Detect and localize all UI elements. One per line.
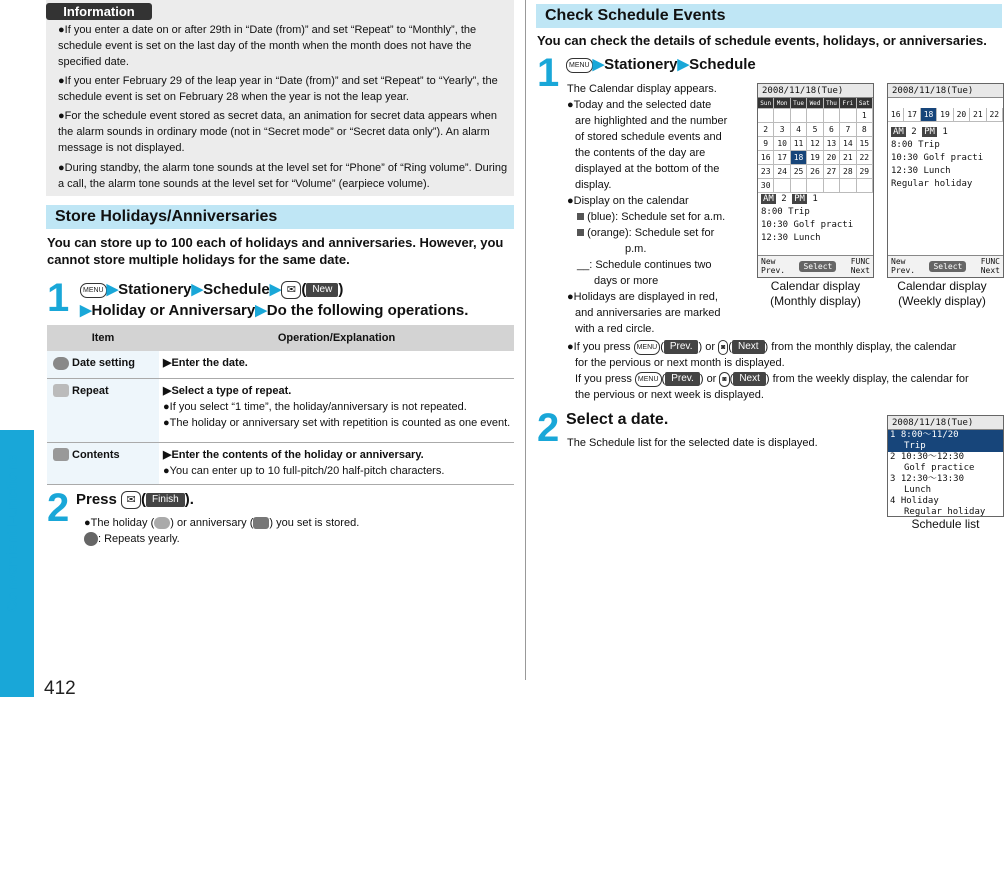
event-line: Regular holiday: [891, 179, 973, 189]
yearly-note: [84, 531, 514, 547]
next-softkey: Next: [733, 372, 766, 386]
check-step2-desc: The Schedule list for the selected date is displayed.: [567, 437, 818, 449]
desc-line: are highlighted and the number: [575, 115, 728, 127]
press-label: Press: [76, 491, 117, 508]
table-row: [47, 378, 514, 442]
calendar-day[interactable]: [857, 179, 873, 193]
caption-weekly: [880, 279, 1004, 309]
desc-line: of stored schedule events and: [575, 131, 722, 143]
t: Calendar display: [897, 279, 987, 293]
desc-line: ●Today and the selected date: [567, 99, 712, 111]
t: [981, 257, 1000, 276]
event-line: 12:30 Lunch: [761, 233, 821, 243]
calendar-day[interactable]: 11: [791, 137, 807, 151]
press-notes: [567, 339, 1003, 403]
screen-date: 2008/11/18(Tue): [758, 84, 873, 98]
list-time: 2 10:30～12:30: [890, 452, 965, 462]
am-pm-row: [758, 193, 873, 206]
list-title: Trip: [904, 441, 926, 451]
list-time: 4 Holiday: [890, 496, 939, 506]
t: [851, 257, 870, 276]
t: from the monthly display, the calendar: [771, 341, 957, 353]
week-day[interactable]: 18: [921, 108, 937, 122]
legend-orange: [567, 225, 757, 241]
t: 2: [911, 127, 917, 137]
side-tab: [0, 0, 34, 697]
column-divider: [525, 0, 526, 680]
calendar-day[interactable]: [791, 179, 807, 193]
desc-line: ●Display on the calendar: [567, 195, 689, 207]
repeat-icon: [53, 384, 69, 397]
item-label: Repeat: [72, 384, 109, 397]
calendar-icon: [53, 357, 69, 370]
t: (Monthly display): [770, 294, 861, 308]
new-softkey: New: [306, 283, 338, 297]
day-header: Mon: [774, 98, 790, 109]
select-softkey: Select: [929, 261, 966, 272]
legend-text: days or more: [594, 275, 659, 287]
caption-list: Schedule list: [911, 517, 980, 531]
t: PM: [924, 127, 935, 137]
note-part: ) you set is stored.: [269, 517, 360, 529]
list-item[interactable]: [888, 496, 1003, 517]
monthly-screen: [757, 83, 874, 278]
calendar-day[interactable]: [824, 179, 840, 193]
calendar-day[interactable]: 25: [791, 165, 807, 179]
crumb: Schedule: [689, 56, 756, 73]
event-line: 12:30 Lunch: [891, 166, 951, 176]
screen-date: 2008/11/18(Tue): [888, 416, 1003, 430]
am-pm-row: [888, 126, 1003, 139]
event-line: 8:00 Trip: [761, 207, 810, 217]
crumb: Do the following operations.: [266, 302, 469, 319]
crumb: Stationery: [604, 56, 678, 73]
op-line: ▶Select a type of repeat.: [163, 384, 292, 397]
table-header: Item: [47, 325, 159, 351]
holiday-icon: [154, 517, 170, 529]
check-step1-desc: [567, 81, 757, 337]
calendar-day[interactable]: 26: [807, 165, 823, 179]
day-header: Thu: [824, 98, 840, 109]
section-heading-store: Store Holidays/Anniversaries: [46, 205, 514, 229]
calendar-day[interactable]: 15: [857, 137, 873, 151]
check-step2-label: Select a date.: [566, 411, 669, 428]
legend-text: (blue): Schedule set for a.m.: [587, 211, 726, 223]
finish-softkey: Finish: [146, 493, 185, 507]
step-number: 2: [47, 486, 70, 530]
t: PM: [794, 194, 805, 204]
calendar-day[interactable]: 5: [807, 123, 823, 137]
check-step1-line: MENU ▶Stationery▶Schedule: [566, 54, 756, 75]
list-item[interactable]: [888, 430, 1003, 452]
calendar-day[interactable]: 27: [824, 165, 840, 179]
prev-softkey: Prev.: [665, 372, 700, 386]
desc-line: with a red circle.: [575, 323, 655, 335]
t: If you press: [575, 373, 632, 385]
calendar-day[interactable]: 1: [857, 109, 873, 123]
legend-blue: [567, 209, 757, 225]
week-day[interactable]: 17: [904, 108, 920, 122]
blue-square-icon: [577, 213, 584, 220]
step-number: 1: [47, 276, 70, 320]
list-time: 3 12:30～13:30: [890, 474, 965, 484]
t: [761, 257, 785, 276]
calendar-day[interactable]: 13: [824, 137, 840, 151]
t: (Weekly display): [898, 294, 986, 308]
calendar-day[interactable]: 18: [791, 151, 807, 165]
week-day[interactable]: 19: [937, 108, 953, 122]
t: Next: [850, 266, 870, 275]
calendar-day[interactable]: 7: [840, 123, 856, 137]
note-part: ●The holiday (: [84, 517, 155, 529]
calendar-day[interactable]: 19: [807, 151, 823, 165]
list-title: Regular holiday: [904, 507, 986, 517]
store-intro: You can store up to 100 each of holidays and anniversaries. However, you cannot store multiple holidays for the same date.: [47, 235, 504, 267]
t: FUNC: [980, 257, 1000, 266]
day-header: Tue: [791, 98, 807, 109]
event-line: 10:30 Golf practi: [891, 153, 984, 163]
calendar-day[interactable]: [807, 109, 823, 123]
table-header: Operation/Explanation: [159, 325, 514, 351]
info-bullet: ●If you enter a date on or after 29th in “Date (from)” and set “Repeat” to “Monthly”, the schedule event is set on the last day of the month when the month does not have the specified date.: [58, 24, 477, 68]
list-item[interactable]: [888, 474, 1003, 496]
week-row: [888, 108, 1003, 122]
calendar-grid: [758, 98, 873, 193]
calendar-day[interactable]: 17: [774, 151, 790, 165]
desc-line: the contents of the day are: [575, 147, 706, 159]
info-bullet: ●For the schedule event stored as secret data, an animation for secret data appears when the alarm sounds in ordinary mode (not in “Secret mode” or “Secret data only”). An alarm message is not displayed.: [58, 110, 497, 154]
calendar-day[interactable]: 14: [840, 137, 856, 151]
week-day[interactable]: 20: [954, 108, 970, 122]
t: Next: [980, 266, 1000, 275]
desc-line: ●Holidays are displayed in red,: [567, 291, 718, 303]
t: for the pervious or next month is displayed.: [575, 357, 785, 369]
t: AM: [893, 127, 904, 137]
t: New: [761, 257, 776, 266]
calendar-day[interactable]: 6: [824, 123, 840, 137]
calendar-day[interactable]: [807, 179, 823, 193]
operation-table: [47, 325, 514, 485]
orange-square-icon: [577, 229, 584, 236]
event-line: 10:30 Golf practi: [761, 220, 854, 230]
list-title: Golf practice: [904, 463, 975, 473]
desc-line: and anniversaries are marked: [575, 307, 721, 319]
calendar-day[interactable]: 16: [758, 151, 774, 165]
calendar-day[interactable]: [774, 179, 790, 193]
calendar-day[interactable]: 30: [758, 179, 774, 193]
t: Calendar display: [770, 279, 861, 293]
press-line: If you press MENU ( Prev. ) or ◙ ( Next ) from the weekly display, the calendar for: [575, 373, 969, 385]
calendar-day[interactable]: 2: [758, 123, 774, 137]
week-day[interactable]: 16: [888, 108, 904, 122]
t: Prev.: [891, 266, 916, 275]
week-day[interactable]: 21: [970, 108, 986, 122]
calendar-day[interactable]: 3: [774, 123, 790, 137]
calendar-day[interactable]: 20: [824, 151, 840, 165]
t: the pervious or next week is displayed.: [575, 389, 764, 401]
calendar-day[interactable]: 28: [840, 165, 856, 179]
legend-text: __: Schedule continues two: [577, 259, 712, 271]
check-intro: You can check the details of schedule events, holidays, or anniversaries.: [537, 33, 987, 48]
op-line: ▶Enter the date.: [163, 357, 248, 369]
info-bullet: ●During standby, the alarm tone sounds at the level set for “Phone” of “Ring volume”. During a call, the alarm tone sounds at the level set for “Volume” (earpiece volume).: [58, 162, 508, 190]
t: 2: [781, 194, 787, 204]
op-line: ●The holiday or anniversary set with repetition is counted as one event.: [163, 416, 511, 429]
menu-key-icon: MENU: [80, 283, 107, 298]
contents-icon: [53, 448, 69, 461]
side-title: Convenient Functions: [4, 455, 21, 613]
calendar-day[interactable]: 8: [857, 123, 873, 137]
next-softkey: Next: [732, 340, 765, 354]
desc-line: display.: [575, 179, 612, 191]
t: 1: [942, 127, 948, 137]
t: or: [706, 373, 717, 385]
t: ●If you press: [567, 341, 631, 353]
calendar-day[interactable]: 24: [774, 165, 790, 179]
calendar-day[interactable]: [840, 179, 856, 193]
store-step2-line: Press ✉ ( Finish ).: [76, 491, 194, 508]
weekly-screen: [887, 83, 1004, 278]
select-softkey: Select: [799, 261, 836, 272]
day-header: Sat: [857, 98, 873, 109]
calendar-day[interactable]: 4: [791, 123, 807, 137]
t: [891, 257, 915, 276]
caption-monthly: [757, 279, 874, 309]
step-number: 2: [537, 406, 560, 450]
yearly-icon: [84, 532, 98, 546]
step-number: 1: [537, 51, 560, 95]
calendar-day[interactable]: 9: [758, 137, 774, 151]
menu-key-icon: MENU: [566, 58, 593, 73]
anniversary-icon: [253, 517, 269, 529]
menu-key-icon: MENU: [634, 340, 661, 355]
list-item[interactable]: [888, 452, 1003, 474]
t: 1: [812, 194, 818, 204]
week-day[interactable]: 22: [987, 108, 1003, 122]
calendar-day[interactable]: 29: [857, 165, 873, 179]
op-line: ▶Enter the contents of the holiday or anniversary.: [163, 448, 424, 461]
softkey-bar: [758, 255, 873, 277]
table-row: [47, 442, 514, 484]
calendar-day[interactable]: 12: [807, 137, 823, 151]
list-title: Lunch: [904, 485, 932, 495]
note-part: ) or anniversary (: [170, 517, 254, 529]
camera-key-icon: ◙: [719, 372, 729, 387]
legend-text: p.m.: [625, 243, 647, 255]
desc-line: displayed at the bottom of the: [575, 163, 720, 175]
t: or: [705, 341, 715, 353]
table-row: [47, 351, 514, 378]
note-part: : Repeats yearly.: [98, 533, 180, 545]
softkey-bar: [888, 255, 1003, 277]
crumb: Holiday or Anniversary: [91, 302, 256, 319]
store-step1-line1: MENU ▶Stationery▶Schedule▶ ✉ ( New ): [80, 279, 520, 300]
camera-key-icon: ◙: [718, 340, 728, 355]
menu-key-icon: MENU: [635, 372, 662, 387]
list-time: 1 8:00～11/20: [890, 430, 959, 440]
calendar-day[interactable]: [824, 109, 840, 123]
day-header: Fri: [840, 98, 856, 109]
calendar-day[interactable]: 23: [758, 165, 774, 179]
prev-softkey: Prev.: [664, 340, 699, 354]
day-header: Wed: [807, 98, 823, 109]
calendar-day[interactable]: [774, 109, 790, 123]
calendar-day[interactable]: [840, 109, 856, 123]
information-badge: Information: [46, 3, 152, 20]
calendar-day[interactable]: 22: [857, 151, 873, 165]
press-line: ●If you press MENU ( Prev. ) or ◙ ( Next ) from the monthly display, the calendar: [567, 341, 957, 353]
info-bullet: ●If you enter February 29 of the leap year in “Date (from)” and set “Repeat” to “Yearly”, the schedule event is set on February 28 when the year is not the leap year.: [58, 75, 498, 103]
schedule-list-screen: [887, 415, 1004, 517]
store-step1-line2: ▶Holiday or Anniversary▶Do the following operations.: [80, 302, 469, 319]
item-label: Date setting: [72, 357, 135, 369]
schedule-list: [888, 430, 1003, 517]
t: FUNC: [850, 257, 870, 266]
calendar-day[interactable]: 21: [840, 151, 856, 165]
crumb: Schedule: [203, 281, 270, 298]
calendar-day[interactable]: [791, 109, 807, 123]
mail-key-icon: ✉: [121, 491, 141, 509]
op-line: ●You can enter up to 10 full-pitch/20 half-pitch characters.: [163, 464, 445, 477]
legend-text: (orange): Schedule set for: [587, 227, 715, 239]
crumb: Stationery: [118, 281, 192, 298]
day-header: Sun: [758, 98, 774, 109]
calendar-day[interactable]: [758, 109, 774, 123]
desc-line: The Calendar display appears.: [567, 83, 717, 95]
event-line: 8:00 Trip: [891, 140, 940, 150]
t: New: [891, 257, 906, 266]
op-line: ●If you select “1 time”, the holiday/anniversary is not repeated.: [163, 400, 467, 413]
calendar-day[interactable]: 10: [774, 137, 790, 151]
t: AM: [763, 194, 774, 204]
item-label: Contents: [72, 448, 120, 461]
stored-note: [84, 515, 514, 531]
t: Prev.: [761, 266, 786, 275]
t: from the weekly display, the calendar for: [772, 373, 969, 385]
screen-date: 2008/11/18(Tue): [888, 84, 1003, 98]
mail-key-icon: ✉: [281, 281, 301, 299]
page-number: 412: [44, 678, 76, 699]
section-heading-check: Check Schedule Events: [536, 4, 1002, 28]
